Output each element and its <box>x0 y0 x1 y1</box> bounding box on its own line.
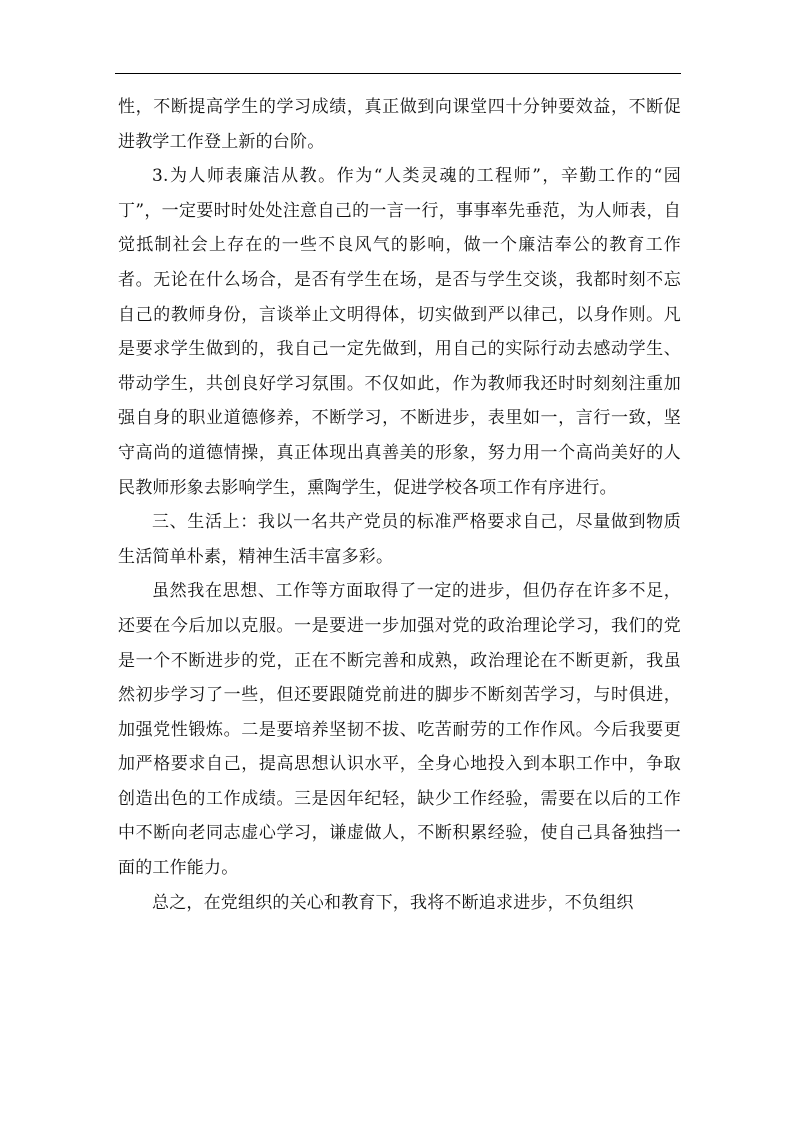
paragraph-teacher-integrity: 3.为人师表廉洁从教。作为“人类灵魂的工程师”，辛勤工作的“园丁”，一定要时时处处注意自己的一言一行，事事率先垂范，为人师表，自觉抵制社会上存在的一些不良风气的影响，做一个廉洁奉公的教育工作者。无论在什么场合，是否有学生在场，是否与学生交谈，我都时刻不忘自己的教师身份，言谈举止文明得体，切实做到严以律己，以身作则。凡是要求学生做到的，我自己一定先做到，用自己的实际行动去感动学生、带动学生，共创良好学习氛围。不仅如此，作为教师我还时时刻刻注重加强自身的职业道德修养，不断学习，不断进步，表里如一，言行一致，坚守高尚的道德情操，真正体现出真善美的形象，努力用一个高尚美好的人民教师形象去影响学生，熏陶学生，促进学校各项工作有序进行。 <box>118 166 681 498</box>
header-rule <box>115 73 681 74</box>
paragraph-life: 三、生活上：我以一名共产党员的标准严格要求自己，尽量做到物质生活简单朴素，精神生活丰富多彩。 <box>118 512 681 567</box>
paragraph-shortcomings: 虽然我在思想、工作等方面取得了一定的进步，但仍存在许多不足，还要在今后加以克服。一是要进一步加强对党的政治理论学习，我们的党是一个不断进步的党，正在不断完善和成熟，政治理论在不断更新，我虽然初步学习了一些，但还要跟随党前进的脚步不断刻苦学习，与时俱进，加强党性锻炼。二是要培养坚韧不拔、吃苦耐劳的工作作风。今后我要更加严格要求自己，提高思想认识水平，全身心地投入到本职工作中，争取创造出色的工作成绩。三是因年纪轻，缺少工作经验，需要在以后的工作中不断向老同志虚心学习，谦虚做人，不断积累经验，使自己具备独挡一面的工作能力。 <box>118 581 681 879</box>
paragraph-conclusion: 总之，在党组织的关心和教育下，我将不断追求进步，不负组织 <box>152 892 634 913</box>
document-body <box>118 90 681 920</box>
paragraph-continuation: 性，不断提高学生的学习成绩，真正做到向课堂四十分钟要效益，不断促进教学工作登上新的台阶。 <box>118 97 681 152</box>
